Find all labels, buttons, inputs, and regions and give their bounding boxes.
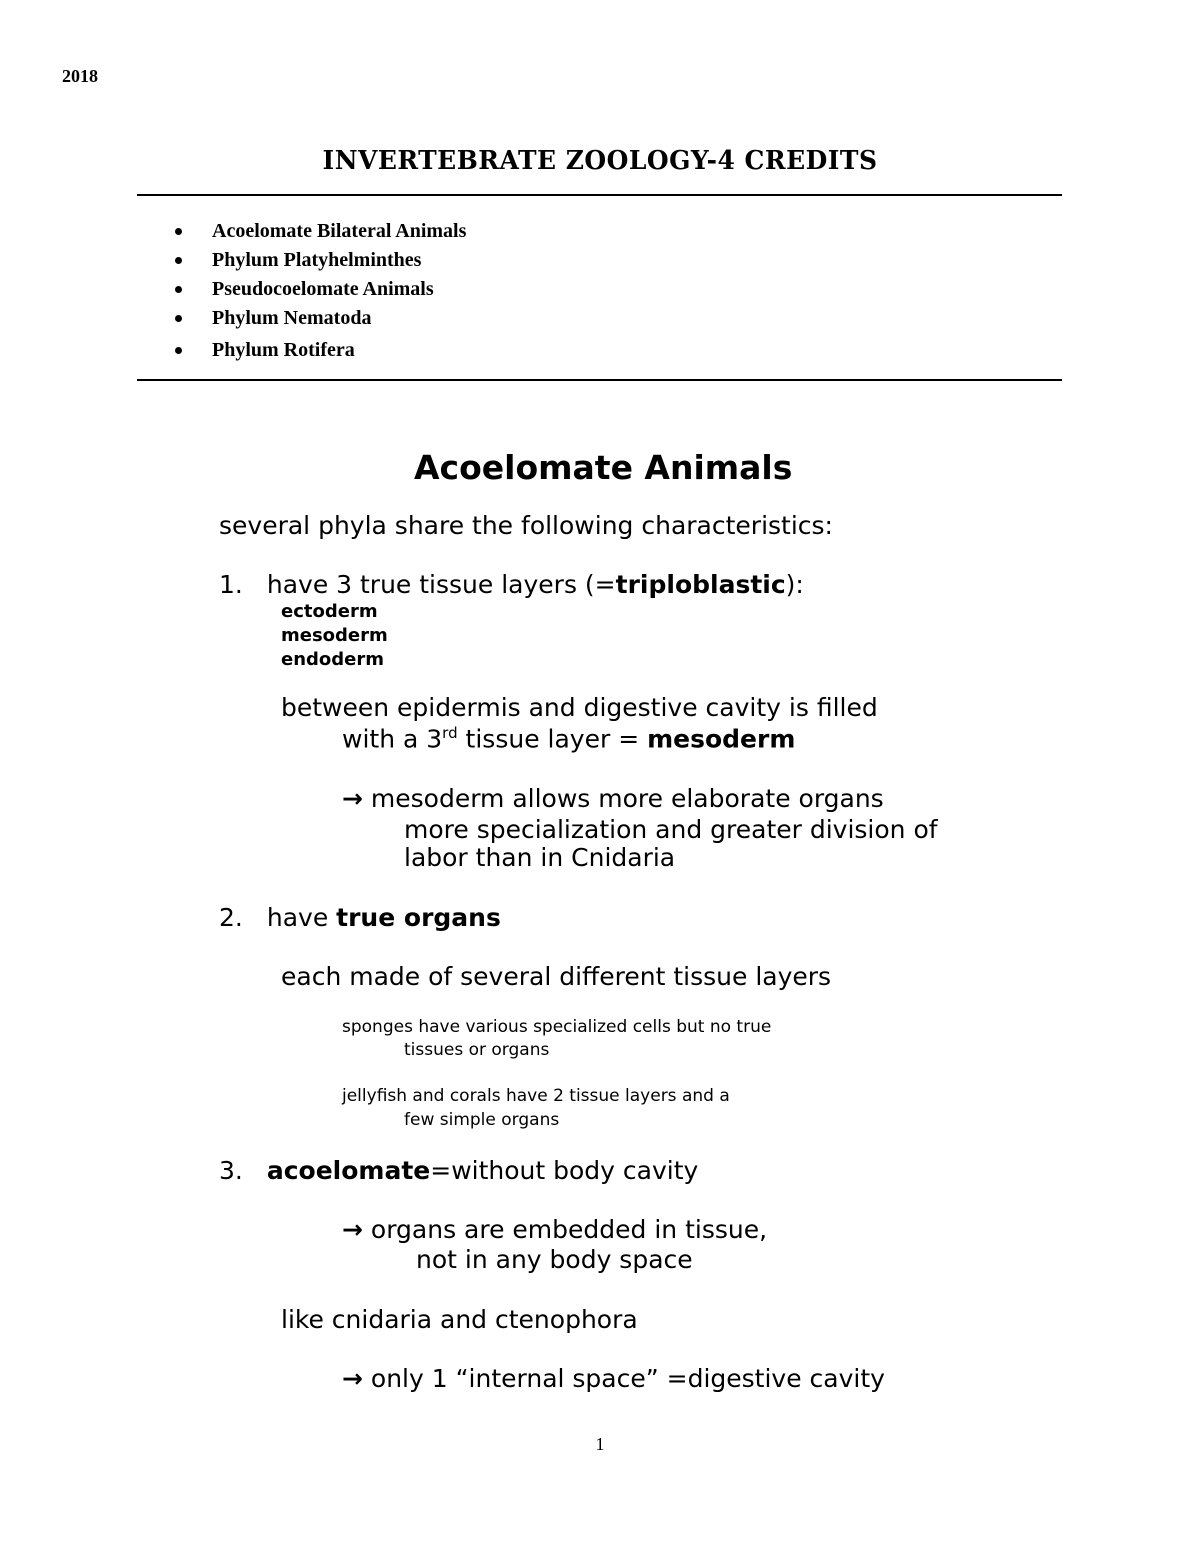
mesoderm-para-line-1: between epidermis and digestive cavity is filled <box>281 693 878 722</box>
cnidaria-line: like cnidaria and ctenophora <box>281 1305 638 1334</box>
acoelomate-term: acoelomate <box>266 1156 431 1185</box>
list-item: Pseudocoelomate Animals <box>173 277 466 306</box>
true-organs-term: true organs <box>336 903 501 932</box>
organs-line: each made of several different tissue layers <box>281 962 832 991</box>
bullet-icon <box>175 286 182 293</box>
layer-mesoderm: mesoderm <box>281 625 388 646</box>
divider-bottom <box>137 379 1062 381</box>
point-3-heading: 3. acoelomate=without body cavity <box>219 1156 699 1185</box>
header-year: 2018 <box>62 66 98 86</box>
list-item: Phylum Rotifera <box>173 338 466 367</box>
arrow-right-icon: → <box>342 1364 363 1393</box>
page-number: 1 <box>595 1434 605 1454</box>
document-title: INVERTEBRATE ZOOLOGY-4 CREDITS <box>322 146 878 176</box>
point-1-heading: 1. have 3 true tissue layers (=triploblastic): <box>219 570 804 599</box>
list-item: Phylum Platyhelminthes <box>173 248 466 277</box>
mesoderm-arrow-line-1: → mesoderm allows more elaborate organs <box>342 784 884 813</box>
jellyfish-note-line-1: jellyfish and corals have 2 tissue layers and a <box>342 1086 730 1106</box>
mesoderm-arrow-line-2: more specialization and greater division of <box>404 815 938 844</box>
bullet-icon <box>175 228 182 235</box>
triploblastic-term: triploblastic <box>615 570 786 599</box>
embedded-arrow-line-2: not in any body space <box>416 1245 693 1274</box>
sponges-note-line-2: tissues or organs <box>404 1040 550 1060</box>
divider-top <box>137 194 1062 196</box>
internal-space-arrow-line: → only 1 “internal space” =digestive cavity <box>342 1364 885 1393</box>
layer-ectoderm: ectoderm <box>281 601 378 622</box>
mesoderm-para-line-2: with a 3rd tissue layer = mesoderm <box>342 724 796 754</box>
bullet-icon <box>175 257 182 264</box>
bullet-icon <box>175 315 182 322</box>
sponges-note-line-1: sponges have various specialized cells but no true <box>342 1017 772 1037</box>
point-2-heading: 2. have true organs <box>219 903 501 932</box>
slide-intro: several phyla share the following characteristics: <box>219 511 833 540</box>
mesoderm-arrow-line-3: labor than in Cnidaria <box>404 843 676 872</box>
list-item: Acoelomate Bilateral Animals <box>173 219 466 248</box>
list-item: Phylum Nematoda <box>173 306 466 335</box>
arrow-right-icon: → <box>342 784 363 813</box>
slide-title: Acoelomate Animals <box>414 448 793 487</box>
layer-endoderm: endoderm <box>281 649 384 670</box>
bullet-icon <box>175 347 182 354</box>
arrow-right-icon: → <box>342 1215 363 1244</box>
embedded-arrow-line-1: → organs are embedded in tissue, <box>342 1215 768 1244</box>
topic-list <box>173 219 466 367</box>
jellyfish-note-line-2: few simple organs <box>404 1110 560 1130</box>
point-1-number: 1. <box>219 570 243 599</box>
point-2-number: 2. <box>219 903 243 932</box>
point-3-number: 3. <box>219 1156 243 1185</box>
